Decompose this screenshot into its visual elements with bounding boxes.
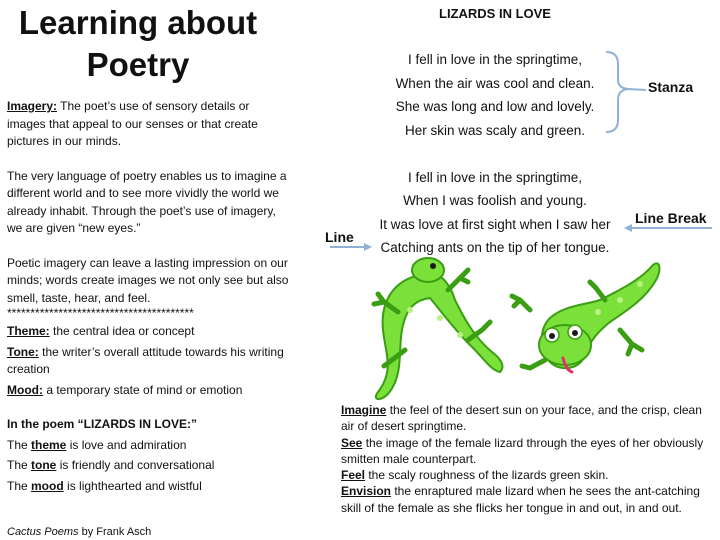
analysis-prefix: The xyxy=(7,458,32,472)
line-arrowhead xyxy=(364,243,372,251)
sense-verb: Feel xyxy=(341,468,366,483)
analysis-prefix: The xyxy=(7,437,32,452)
poem-line: When the air was cool and clean. xyxy=(395,75,595,91)
stanza-brace xyxy=(606,52,646,132)
poem-line: Catching ants on the tip of her tongue. xyxy=(380,240,610,255)
definition-text: the central idea or concept xyxy=(49,324,195,338)
separator: **************************************** xyxy=(7,307,194,319)
poem-line: Her skin was scaly and green. xyxy=(404,122,586,138)
imagery-term: Imagery: xyxy=(7,99,58,113)
sense-imagine xyxy=(341,402,713,435)
analysis-term: theme xyxy=(31,437,67,452)
citation-book: Cactus Poems xyxy=(7,526,79,538)
lizard-left-icon xyxy=(374,258,502,399)
poem-line: When I was foolish and young. xyxy=(403,193,587,208)
definition-text: a temporary state of mind or emotion xyxy=(42,382,243,397)
sense-envision xyxy=(341,483,713,516)
analysis-text: is love and admiration xyxy=(66,437,187,452)
paragraph-impression: Poetic imagery can leave a lasting impression on our minds; words create images we not only see but also smell, taste, hear, and feel. xyxy=(7,255,289,305)
title-line-2: Poetry xyxy=(86,46,190,83)
sense-verb: See xyxy=(341,435,363,450)
sensory-imagery-text xyxy=(341,402,713,516)
poem-line: I fell in love in the springtime, xyxy=(407,52,583,67)
line-break-arrowhead xyxy=(624,224,632,232)
definition-term: Tone: xyxy=(7,344,39,359)
analysis-term: mood xyxy=(31,478,64,493)
poem-line: She was long and low and lovely. xyxy=(395,99,595,114)
definition-term: Mood: xyxy=(7,382,43,397)
analysis-term: tone xyxy=(31,458,57,472)
sense-text: the enraptured male lizard when he sees the ant-catching skill of the female as she flicks her tongue in and out, in and out. xyxy=(341,484,700,515)
analysis-text: is friendly and conversational xyxy=(56,458,215,472)
poem-title: LIZARDS IN LOVE xyxy=(439,6,551,21)
sense-verb: Imagine xyxy=(341,403,387,417)
line-label: Line xyxy=(325,229,354,245)
sense-feel xyxy=(341,467,713,483)
analysis-prefix: The xyxy=(7,478,32,493)
stanza-label: Stanza xyxy=(648,79,694,95)
lizard-right-icon xyxy=(512,263,659,372)
definition-text: the writer’s overall attitude towards his writing creation xyxy=(7,344,284,376)
title-line-1: Learning about xyxy=(18,4,258,41)
sense-text: the image of the female lizard through the eyes of her obviously smitten male counterpart. xyxy=(341,435,704,466)
line-break-label: Line Break xyxy=(635,210,707,226)
paragraph-new-eyes: The very language of poetry enables us to imagine a different world and to see more vividly the world we already inhabit. Through the poet’s use of imagery, we are given “new eyes.” xyxy=(7,168,287,235)
analysis-text: is lighthearted and wistful xyxy=(63,478,202,493)
sense-verb: Envision xyxy=(341,484,392,499)
sense-see xyxy=(341,435,713,468)
definition-term: Theme: xyxy=(7,324,50,338)
sense-text: the scaly roughness of the lizards green skin. xyxy=(365,468,609,483)
sense-text: the feel of the desert sun on your face, and the crisp, clean air of desert springtime. xyxy=(341,403,702,434)
citation-author: by Frank Asch xyxy=(78,526,152,538)
poem-line: It was love at first sight when I saw her xyxy=(379,216,611,232)
poem-line: I fell in love in the springtime, xyxy=(407,169,583,185)
analysis-heading: In the poem “LIZARDS IN LOVE:” xyxy=(7,417,198,431)
imagery-definition: The poet’s use of sensory details or images that appeal to our senses or that create pictures in our minds. xyxy=(7,99,258,148)
